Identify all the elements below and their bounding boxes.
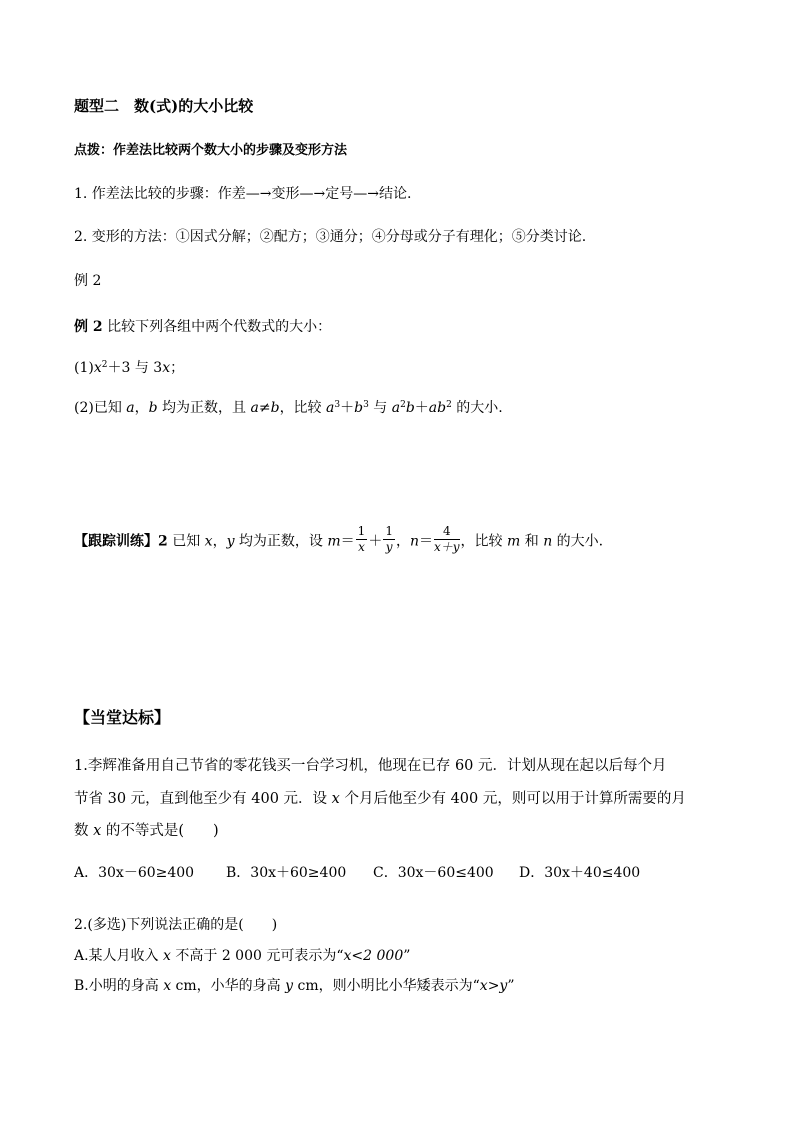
example-prompt-line	[74, 319, 331, 336]
example-label: 例 2	[74, 319, 103, 335]
section-title: 题型二 数(式)的大小比较	[74, 97, 254, 115]
training-line: 【跟踪训练】2 已知 x，y 均为正数，设 m＝ $\frac{1}{x}$ ＋ $\frac{1}{y}$ ，n＝ $\frac{4}{x+y}$ ，比较 m 和 n 的大小.	[74, 524, 604, 554]
fraction-1-over-x: $\frac{1}{x}$	[357, 524, 366, 554]
example-heading: 例 2	[74, 273, 102, 289]
q2-option-b: B.小明的身高 x cm，小华的身高 y cm，则小明比小华矮表示为“x>y”	[74, 978, 515, 994]
example-prompt: 比较下列各组中两个代数式的大小：	[107, 319, 332, 335]
q2-option-a: A.某人月收入 x 不高于 2 000 元可表示为“x<2 000”	[74, 948, 411, 964]
q1-option-c: C．30x－60≤400	[373, 865, 494, 881]
q1-line-3: 数 x 的不等式是( )	[74, 823, 219, 839]
fraction-4-over-x-plus-y: $\frac{4}{x+y}$	[433, 524, 460, 554]
training-label: 【跟踪训练】2	[74, 533, 168, 550]
q1-line-2: 节省 30 元，直到他至少有 400 元．设 x 个月后他至少有 400 元，则可以用于计算所需要的月	[74, 791, 686, 807]
example-part-2: (2)已知 a，b 均为正数，且 a≠b，比较 $a^3+b^3$ 与 $a^2b+ab^2$ 的大小.	[74, 400, 503, 416]
step-2: 2. 变形的方法：①因式分解；②配方；③通分；④分母或分子有理化；⑤分类讨论.	[74, 229, 587, 245]
dabiao-title: 【当堂达标】	[74, 708, 171, 727]
q1-option-a: A．30x－60≥400	[74, 865, 195, 881]
step-1: 1. 作差法比较的步骤：作差—→变形—→定号—→结论.	[74, 186, 412, 202]
example-part-1: $(1)x^2+3$ 与 3x；	[74, 360, 185, 376]
fraction-1-over-y: $\frac{1}{y}$	[385, 524, 393, 554]
q1-line-1: 1.李辉准备用自己节省的零花钱买一台学习机，他现在已存 60 元．计划从现在起以后每个月	[74, 758, 667, 774]
tip-line: 点拨：作差法比较两个数大小的步骤及变形方法	[74, 143, 348, 158]
q1-option-d: D．30x＋40≤400	[519, 865, 641, 881]
q2-stem: 2.(多选)下列说法正确的是( )	[74, 917, 278, 933]
q1-option-b: B．30x＋60≥400	[226, 865, 347, 881]
